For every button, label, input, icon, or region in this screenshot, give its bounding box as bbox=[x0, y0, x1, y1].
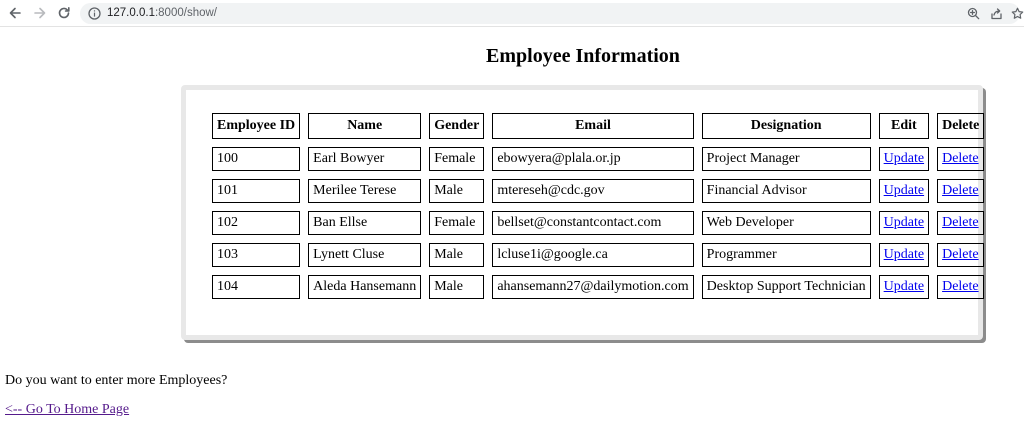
cell-employee-id: 102 bbox=[212, 211, 300, 235]
cell-delete bbox=[937, 147, 984, 171]
cell-edit bbox=[879, 243, 929, 267]
delete-link[interactable]: Delete bbox=[942, 279, 979, 294]
cell-edit bbox=[879, 147, 929, 171]
cell-gender: Male bbox=[429, 243, 484, 267]
url-host: 127.0.0.1 bbox=[107, 7, 155, 19]
cell-designation: Web Developer bbox=[702, 211, 871, 235]
column-header-email: Email bbox=[492, 113, 693, 139]
cell-designation: Desktop Support Technician bbox=[702, 275, 871, 299]
column-header-gender: Gender bbox=[429, 113, 484, 139]
cell-email: mtereseh@cdc.gov bbox=[492, 179, 693, 203]
delete-link[interactable]: Delete bbox=[942, 151, 979, 166]
employee-table-card bbox=[181, 85, 983, 340]
table-row bbox=[212, 147, 984, 171]
cell-delete bbox=[937, 211, 984, 235]
cell-designation: Project Manager bbox=[702, 147, 871, 171]
update-link[interactable]: Update bbox=[883, 279, 925, 294]
table-row bbox=[212, 211, 984, 235]
cell-edit bbox=[879, 211, 929, 235]
update-link[interactable]: Update bbox=[883, 215, 925, 230]
cell-name: Merilee Terese bbox=[308, 179, 421, 203]
table-row bbox=[212, 243, 984, 267]
cell-gender: Female bbox=[429, 147, 484, 171]
add-more-prompt: Do you want to enter more Employees? bbox=[5, 373, 228, 388]
column-header-name: Name bbox=[308, 113, 421, 139]
update-link[interactable]: Update bbox=[883, 151, 925, 166]
column-header-delete: Delete bbox=[937, 113, 984, 139]
cell-edit bbox=[879, 275, 929, 299]
cell-employee-id: 103 bbox=[212, 243, 300, 267]
zoom-icon[interactable] bbox=[966, 6, 981, 21]
column-header-designation: Designation bbox=[702, 113, 871, 139]
cell-email: ebowyera@plala.or.jp bbox=[492, 147, 693, 171]
delete-link[interactable]: Delete bbox=[942, 247, 979, 262]
page-title: Employee Information bbox=[486, 45, 680, 67]
info-icon[interactable] bbox=[87, 6, 102, 21]
cell-name: Earl Bowyer bbox=[308, 147, 421, 171]
cell-delete bbox=[937, 243, 984, 267]
back-arrow-icon[interactable] bbox=[5, 3, 25, 23]
cell-gender: Female bbox=[429, 211, 484, 235]
reload-icon[interactable] bbox=[54, 3, 74, 23]
cell-name: Lynett Cluse bbox=[308, 243, 421, 267]
url-path: :8000/show/ bbox=[154, 7, 217, 19]
cell-name: Aleda Hansemann bbox=[308, 275, 421, 299]
update-link[interactable]: Update bbox=[883, 247, 925, 262]
star-icon[interactable] bbox=[1010, 6, 1024, 21]
cell-name: Ban Ellse bbox=[308, 211, 421, 235]
forward-arrow-icon[interactable] bbox=[30, 3, 50, 23]
cell-email: lcluse1i@google.ca bbox=[492, 243, 693, 267]
cell-email: ahansemann27@dailymotion.com bbox=[492, 275, 693, 299]
column-header-employee-id: Employee ID bbox=[212, 113, 300, 139]
url-text[interactable] bbox=[107, 6, 217, 21]
cell-designation: Financial Advisor bbox=[702, 179, 871, 203]
browser-toolbar bbox=[0, 0, 1024, 27]
delete-link[interactable]: Delete bbox=[942, 215, 979, 230]
table-header-row bbox=[212, 113, 984, 139]
employee-table bbox=[204, 105, 992, 307]
cell-employee-id: 104 bbox=[212, 275, 300, 299]
cell-edit bbox=[879, 179, 929, 203]
cell-delete bbox=[937, 275, 984, 299]
cell-email: bellset@constantcontact.com bbox=[492, 211, 693, 235]
delete-link[interactable]: Delete bbox=[942, 183, 979, 198]
cell-gender: Male bbox=[429, 275, 484, 299]
table-row bbox=[212, 179, 984, 203]
share-icon[interactable] bbox=[989, 6, 1004, 21]
address-bar[interactable] bbox=[80, 3, 1020, 24]
cell-delete bbox=[937, 179, 984, 203]
column-header-edit: Edit bbox=[879, 113, 929, 139]
home-page-link[interactable]: <-- Go To Home Page bbox=[5, 402, 130, 417]
cell-employee-id: 100 bbox=[212, 147, 300, 171]
cell-employee-id: 101 bbox=[212, 179, 300, 203]
cell-designation: Programmer bbox=[702, 243, 871, 267]
table-row bbox=[212, 275, 984, 299]
update-link[interactable]: Update bbox=[883, 183, 925, 198]
cell-gender: Male bbox=[429, 179, 484, 203]
